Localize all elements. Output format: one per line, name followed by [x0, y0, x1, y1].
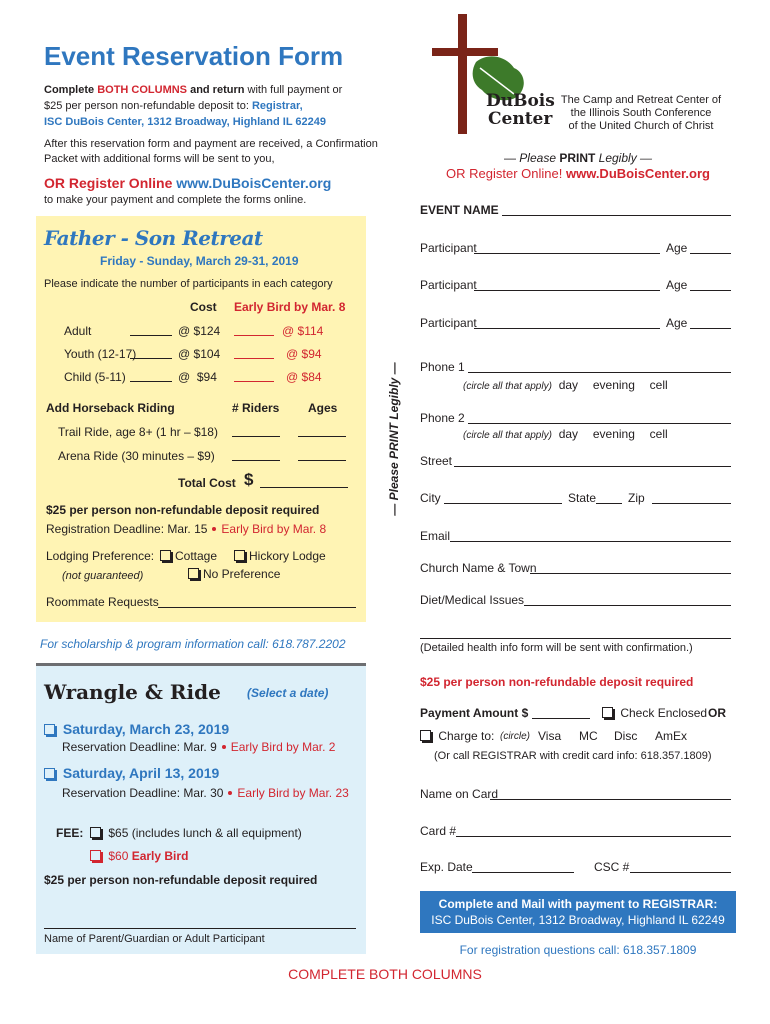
logo-wordmark: [486, 92, 555, 128]
signature-label: Name of Parent/Guardian or Adult Participant: [44, 933, 265, 945]
deadline-line-1: [62, 740, 335, 754]
youth-count-field[interactable]: [130, 347, 172, 359]
participant-2-label: Participant: [420, 278, 477, 292]
disc-option[interactable]: Disc: [614, 729, 638, 743]
state-label: State: [568, 491, 597, 505]
total-cost-field[interactable]: [260, 476, 348, 488]
registration-deadline: Registration Deadline: Mar. 15: [46, 522, 208, 536]
hickory-lodge-option[interactable]: [234, 549, 326, 563]
age-2-label: Age: [666, 278, 688, 292]
child-cost: @ $94: [178, 370, 217, 384]
registrar-address: ISC DuBois Center, 1312 Broadway, Highland IL 62249: [44, 116, 327, 128]
date1-label: Saturday, March 23, 2019: [62, 721, 230, 737]
registrar-label: Registrar,: [251, 100, 303, 112]
charge-option[interactable]: [420, 729, 494, 743]
email-label: Email: [420, 529, 451, 543]
bullet-icon: [228, 791, 232, 795]
logo-text-dubois: DuBois: [486, 91, 555, 111]
email-field[interactable]: [450, 530, 731, 542]
registration-deadline-line: [46, 522, 326, 536]
phone-1-label: Phone 1: [420, 360, 465, 374]
csc-label: CSC #: [594, 860, 630, 874]
tagline-1: The Camp and Retreat Center of: [560, 94, 722, 106]
street-field[interactable]: [454, 455, 731, 467]
not-guaranteed-note: (not guaranteed): [62, 570, 144, 582]
phone-2-evening[interactable]: evening: [592, 427, 635, 441]
dash-1: —: [503, 151, 520, 165]
cost-header: Cost: [190, 300, 217, 314]
phone-2-field[interactable]: [468, 412, 731, 424]
phone-1-day[interactable]: day: [558, 378, 579, 392]
fee1-label: $65 (includes lunch & all equipment): [108, 826, 302, 840]
youth-early-cost: @ $94: [286, 347, 322, 361]
deadline-line-2: [62, 786, 349, 800]
phone-2-label: Phone 2: [420, 411, 465, 425]
circle-note-1: (circle all that apply): [463, 381, 552, 392]
fee1-checkbox-icon[interactable]: [90, 827, 101, 838]
participant-3-field[interactable]: [474, 317, 660, 329]
adult-count-field[interactable]: [130, 324, 172, 336]
no-preference-option[interactable]: [188, 567, 280, 581]
scholarship-info: For scholarship & program information call: 618.787.2202: [40, 637, 346, 651]
confirmation-text: [44, 137, 394, 167]
fee2-early-bird: Early Bird: [131, 849, 189, 863]
full-payment-text: with full payment or: [244, 84, 343, 96]
age-3-field[interactable]: [690, 317, 731, 329]
mc-option[interactable]: MC: [579, 729, 598, 743]
date2-label: Saturday, April 13, 2019: [62, 765, 220, 781]
charge-label: Charge to:: [438, 729, 495, 743]
participants-instruction: Please indicate the number of participants in each category: [44, 278, 333, 290]
roommate-label: Roommate Requests: [46, 595, 159, 609]
participant-3-label: Participant: [420, 316, 477, 330]
youth-cost: @ $104: [178, 347, 221, 361]
state-field[interactable]: [596, 492, 622, 504]
youth-early-field[interactable]: [234, 347, 274, 359]
complete-both-columns-footer: COMPLETE BOTH COLUMNS: [288, 966, 482, 982]
register-online-url[interactable]: www.DuBoisCenter.org: [176, 175, 332, 191]
visa-option[interactable]: Visa: [538, 729, 562, 743]
cottage-label: Cottage: [175, 549, 218, 563]
adult-cost: @ $124: [178, 324, 221, 338]
check-enclosed-label: Check Enclosed: [620, 706, 708, 720]
and-return-label: and return: [187, 84, 245, 96]
age-1-label: Age: [666, 241, 688, 255]
wrangle-title: Wrangle & Ride: [44, 680, 221, 704]
early-bird-1: Early Bird by Mar. 2: [230, 740, 336, 754]
participant-1-field[interactable]: [474, 242, 660, 254]
logo-text-center: Center: [488, 109, 553, 129]
deposit-to-text: $25 per person non-refundable deposit to:: [44, 100, 252, 112]
or-label: OR: [708, 706, 726, 720]
health-note: (Detailed health info form will be sent with confirmation.): [420, 642, 693, 654]
roommate-field[interactable]: [158, 596, 356, 608]
deadline-1: Reservation Deadline: Mar. 9: [62, 740, 217, 754]
tagline-2: the Illinois South Conference: [570, 107, 712, 119]
trail-ride-label: Trail Ride, age 8+ (1 hr – $18): [58, 425, 218, 439]
church-label: Church Name & Town: [420, 561, 537, 575]
no-preference-label: No Preference: [203, 567, 281, 581]
form-title: Event Reservation Form: [44, 41, 344, 71]
please-text: Please: [519, 151, 560, 165]
adult-early-cost: @ $114: [282, 324, 324, 338]
arena-ride-label: Arena Ride (30 minutes – $9): [58, 449, 215, 463]
zip-field[interactable]: [652, 492, 731, 504]
bullet-icon: [222, 745, 226, 749]
total-dollar-sign: $: [244, 470, 254, 489]
confirmation-line-1: After this reservation form and payment are received, a Confirmation: [44, 138, 378, 150]
city-field[interactable]: [444, 492, 562, 504]
age-1-field[interactable]: [690, 242, 731, 254]
mail-banner-title: Complete and Mail with payment to REGISTRAR:: [438, 897, 718, 911]
age-3-label: Age: [666, 316, 688, 330]
select-date-note: (Select a date): [247, 686, 329, 700]
mail-banner: [420, 891, 736, 933]
participant-2-field[interactable]: [474, 279, 660, 291]
total-cost-label: Total Cost: [178, 476, 236, 490]
phone-1-field[interactable]: [468, 361, 731, 373]
register-online-label: OR Register Online: [44, 175, 177, 191]
child-count-field[interactable]: [130, 370, 172, 382]
early-bird-header: Early Bird by Mar. 8: [234, 300, 346, 314]
horseback-header: Add Horseback Riding: [46, 401, 175, 415]
register-online-right-label: OR Register Online!: [446, 166, 566, 181]
phone-1-evening[interactable]: evening: [592, 378, 635, 392]
payment-amount-field[interactable]: [532, 707, 590, 719]
mail-banner-address: ISC DuBois Center, 1312 Broadway, Highland IL 62249: [431, 913, 725, 927]
early-bird-2: Early Bird by Mar. 23: [237, 786, 349, 800]
event-name-field[interactable]: [502, 204, 731, 216]
fee2-price: $60: [108, 849, 132, 863]
phone-1-type-row: [463, 378, 668, 392]
father-son-title: Father - Son Retreat: [44, 226, 263, 250]
register-online-line: [44, 175, 331, 191]
name-on-card-label: Name on Card: [420, 787, 499, 801]
fee-label: FEE:: [56, 826, 84, 840]
hickory-label: Hickory Lodge: [249, 549, 326, 563]
print-legibly-note: [420, 151, 736, 165]
signature-line[interactable]: [44, 928, 356, 929]
confirmation-line-2: Packet with additional forms will be sent to you,: [44, 153, 275, 165]
date-option-1[interactable]: [44, 721, 229, 737]
phone-2-day[interactable]: day: [558, 427, 579, 441]
adult-label: Adult: [64, 324, 92, 338]
bullet-icon: [212, 527, 216, 531]
trail-ages-field[interactable]: [298, 425, 346, 437]
name-on-card-field[interactable]: [490, 788, 731, 800]
adult-early-field[interactable]: [234, 324, 274, 336]
cottage-checkbox-icon[interactable]: [160, 550, 171, 561]
church-field[interactable]: [530, 562, 731, 574]
date2-checkbox-icon[interactable]: [44, 768, 55, 779]
trail-riders-field[interactable]: [232, 425, 280, 437]
city-label: City: [420, 491, 441, 505]
cottage-option[interactable]: [160, 549, 217, 563]
father-son-dates: Friday - Sunday, March 29-31, 2019: [100, 254, 299, 268]
tagline-3: of the United Church of Christ: [568, 120, 714, 132]
diet-label: Diet/Medical Issues: [420, 593, 525, 607]
youth-label: Youth (12-17): [64, 347, 137, 361]
arena-ages-field[interactable]: [298, 449, 346, 461]
fee2-checkbox-icon[interactable]: [90, 850, 101, 861]
card-number-field[interactable]: [456, 825, 731, 837]
lodging-label: Lodging Preference:: [46, 549, 155, 563]
both-columns-label: BOTH COLUMNS: [97, 84, 188, 96]
exp-date-field[interactable]: [472, 861, 574, 873]
child-label: Child (5-11): [64, 370, 126, 384]
circle-note-2: (circle all that apply): [463, 430, 552, 441]
register-online-note: to make your payment and complete the forms online.: [44, 194, 307, 206]
deposit-required-text: $25 per person non-refundable deposit required: [46, 503, 320, 517]
registration-questions: For registration questions call: 618.357.1809: [459, 943, 697, 957]
diet-field[interactable]: [524, 594, 731, 606]
register-online-right: [420, 166, 736, 181]
participant-1-label: Participant: [420, 241, 477, 255]
child-early-field[interactable]: [234, 370, 274, 382]
amex-option[interactable]: AmEx: [655, 729, 688, 743]
riders-header: # Riders: [232, 401, 280, 415]
register-online-right-url[interactable]: www.DuBoisCenter.org: [565, 166, 710, 181]
exp-date-label: Exp. Date: [420, 860, 473, 874]
print-text: PRINT: [559, 151, 596, 165]
date1-checkbox-icon[interactable]: [44, 724, 55, 735]
legibly-text: Legibly —: [595, 151, 653, 165]
deadline-2: Reservation Deadline: Mar. 30: [62, 786, 224, 800]
street-label: Street: [420, 454, 453, 468]
intro-text: [44, 82, 384, 130]
logo-tagline: [552, 94, 730, 133]
arena-riders-field[interactable]: [232, 449, 280, 461]
vertical-print-note: — Please PRINT Legibly —: [387, 362, 401, 516]
phone-2-cell[interactable]: cell: [649, 427, 668, 441]
hickory-checkbox-icon[interactable]: [234, 550, 245, 561]
child-early-cost: @ $84: [286, 370, 322, 384]
zip-label: Zip: [628, 491, 645, 505]
right-deposit-text: $25 per person non-refundable deposit required: [420, 675, 694, 689]
phone-2-type-row: [463, 427, 668, 441]
registration-early-bird: Early Bird by Mar. 8: [221, 522, 327, 536]
diet-field-2[interactable]: [420, 627, 731, 639]
wrangle-panel: [36, 663, 366, 954]
call-registrar-note: (Or call REGISTRAR with credit card info: 618.357.1809): [434, 750, 712, 762]
charge-checkbox-icon[interactable]: [420, 730, 431, 741]
check-checkbox-icon[interactable]: [602, 707, 613, 718]
age-2-field[interactable]: [690, 279, 731, 291]
fee-option-1[interactable]: [90, 826, 302, 840]
card-number-label: Card #: [420, 824, 457, 838]
payment-amount-label: Payment Amount $: [420, 706, 529, 720]
no-preference-checkbox-icon[interactable]: [188, 568, 199, 579]
ages-header: Ages: [308, 401, 338, 415]
complete-label: Complete: [44, 84, 98, 96]
phone-1-cell[interactable]: cell: [649, 378, 668, 392]
event-name-label: EVENT NAME: [420, 203, 499, 217]
circle-note: (circle): [500, 731, 530, 742]
date-option-2[interactable]: [44, 765, 219, 781]
wrangle-deposit-text: $25 per person non-refundable deposit required: [44, 873, 318, 887]
check-enclosed-option[interactable]: [602, 706, 707, 720]
csc-field[interactable]: [630, 861, 731, 873]
fee-option-2[interactable]: [90, 849, 188, 863]
